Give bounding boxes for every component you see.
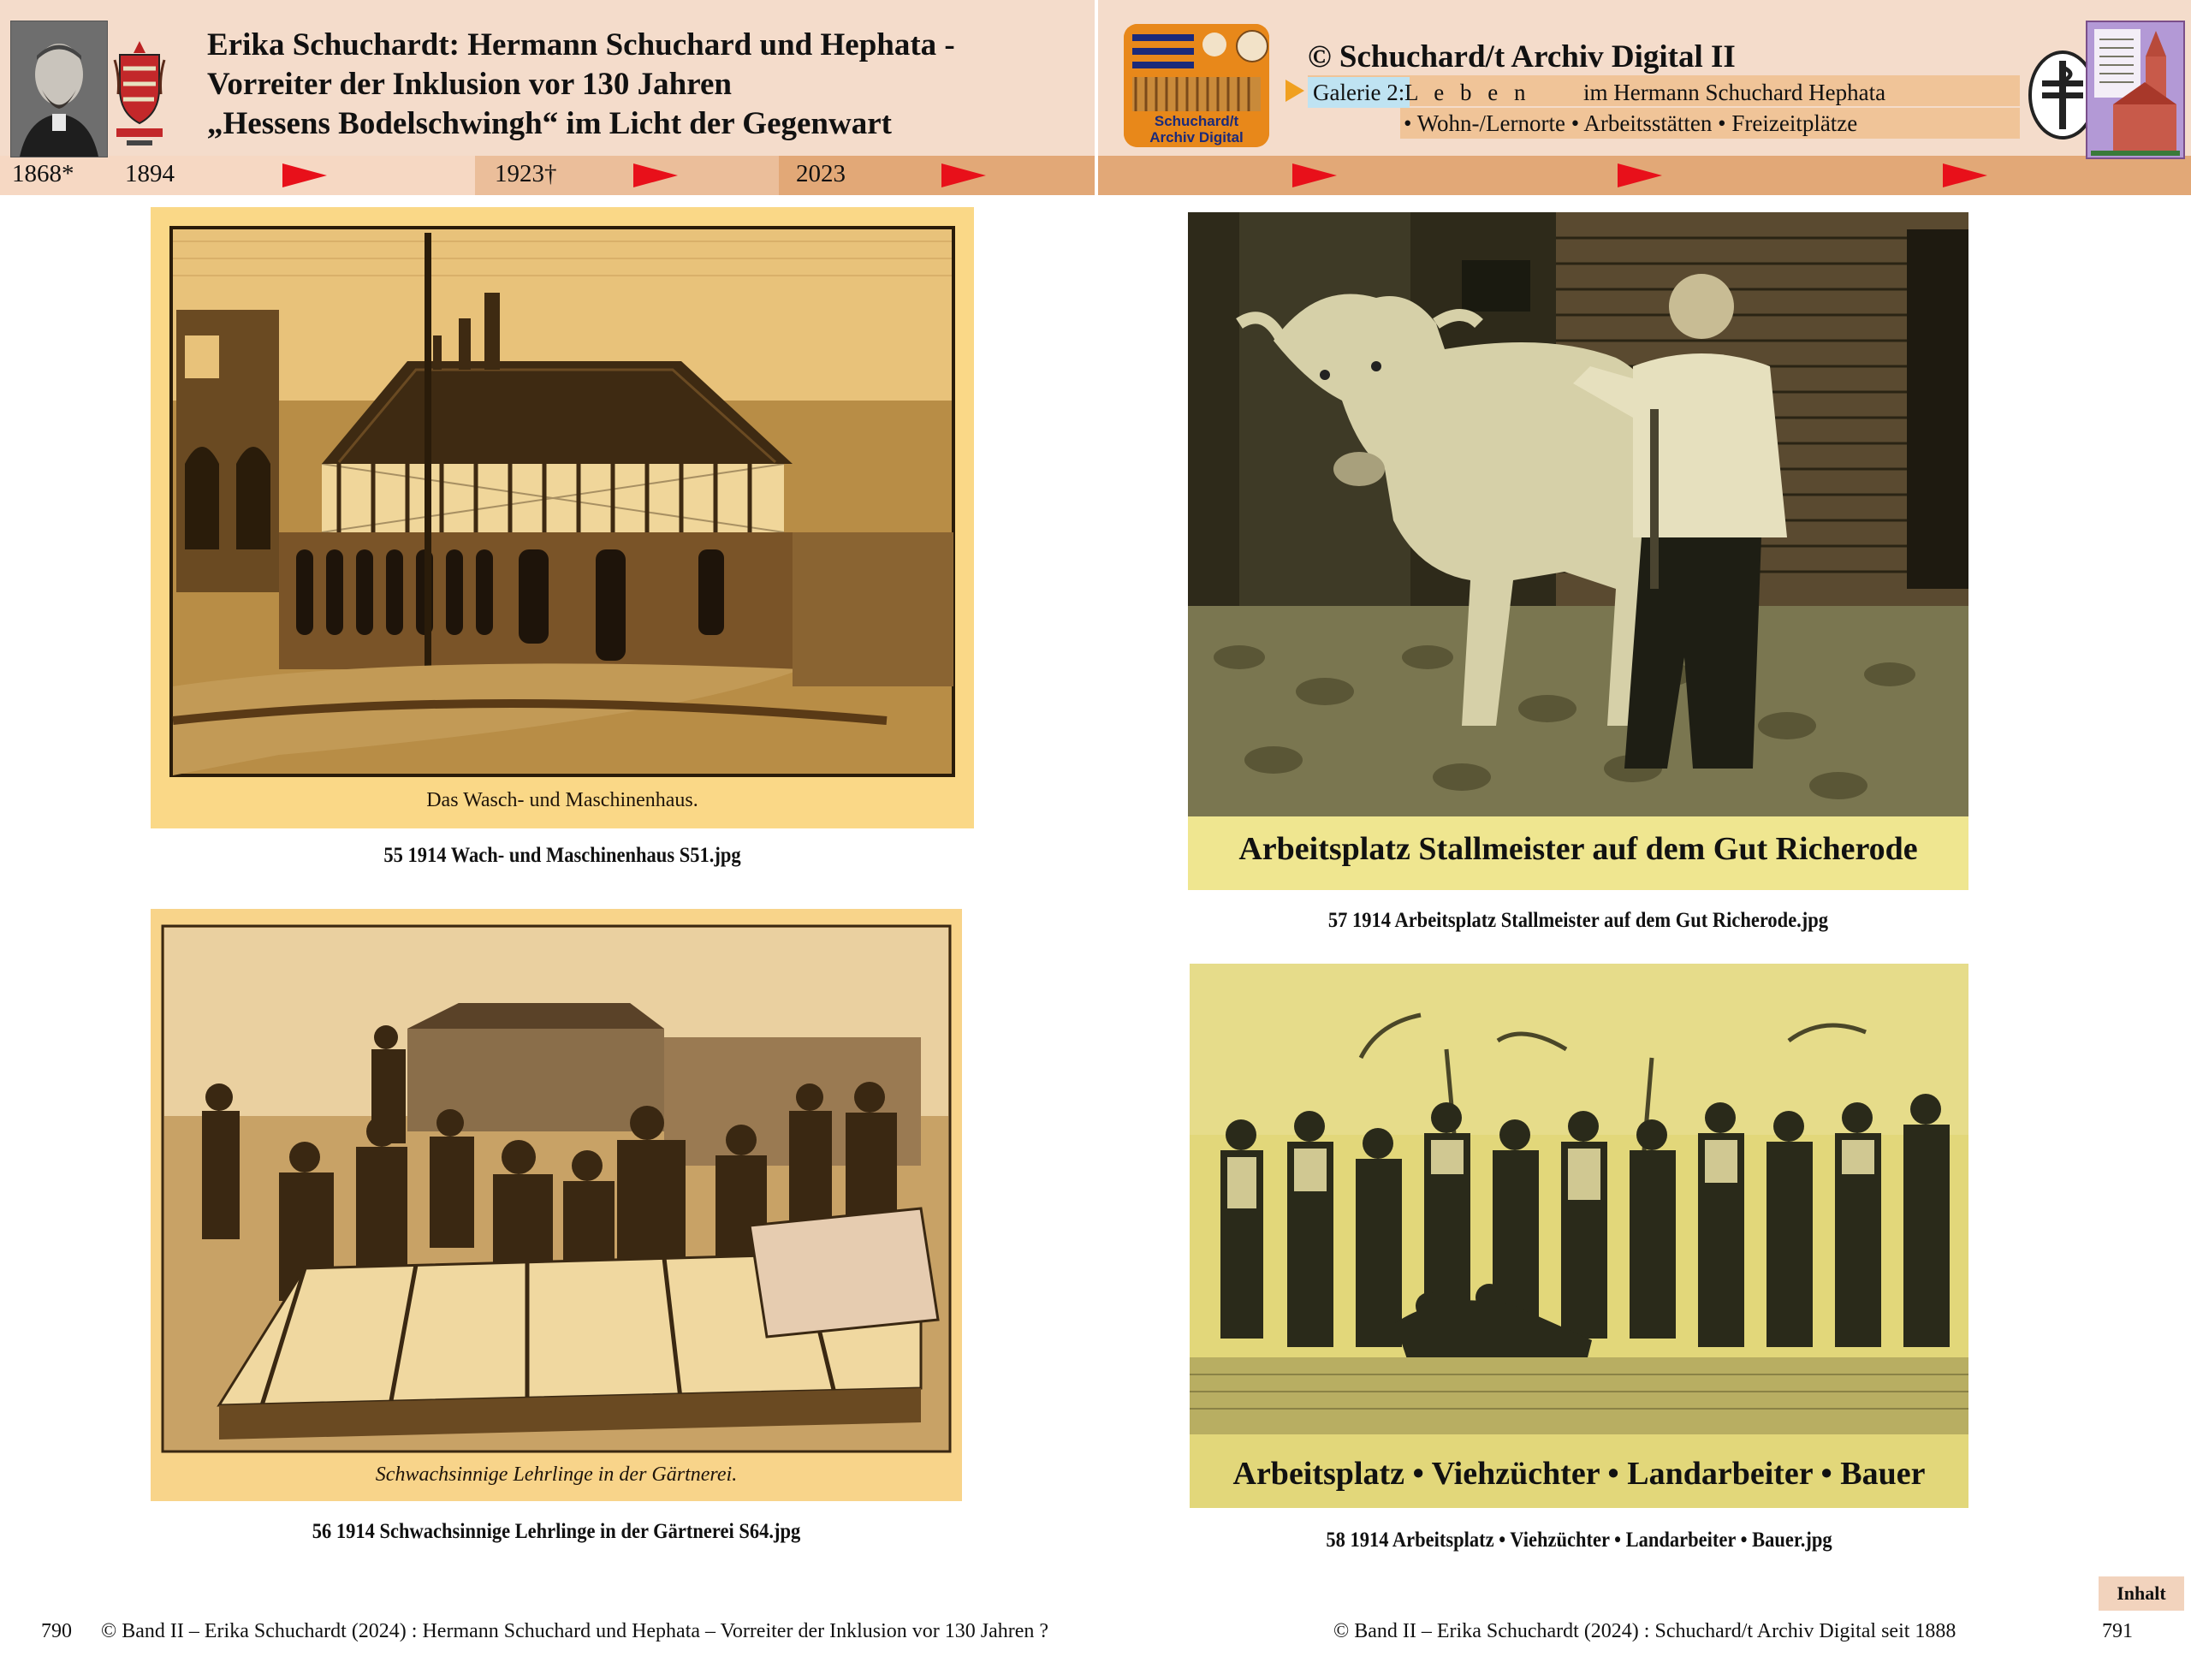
- photo-stallmeister-image: [1188, 212, 1968, 816]
- archive-logo-label: [1124, 113, 1269, 145]
- book-cover-thumbnail[interactable]: [2086, 21, 2185, 159]
- inner-caption-55: Das Wasch- und Maschinenhaus.: [426, 789, 698, 811]
- book-title-line-1: Erika Schuchardt: Hermann Schuchard und Hephata -: [207, 27, 955, 62]
- gallery-title-rest: im Hermann Schuchard Hephata: [1583, 80, 1886, 105]
- photo-landarbeiter-gruppe[interactable]: [1190, 964, 1968, 1508]
- gallery-title-leben: L e b e n: [1404, 80, 1531, 105]
- arrow-right-icon: [941, 163, 986, 187]
- arrow-right-icon: [1618, 163, 1662, 187]
- book-title-line-3: „Hessens Bodelschwingh“ im Licht der Gegenwart: [207, 106, 892, 141]
- arrow-right-icon: [282, 163, 327, 187]
- gallery-subline: • Wohn-/Lernorte • Arbeitsstätten • Freizeitplätze: [1404, 110, 1858, 136]
- archive-title: © Schuchard/t Archiv Digital II: [1308, 39, 1736, 74]
- inner-caption-56: Schwachsinnige Lehrlinge in der Gärtnerei.: [375, 1463, 738, 1486]
- page-number-right: 791: [2102, 1620, 2133, 1642]
- photo-wasch-und-maschinenhaus[interactable]: [151, 207, 974, 828]
- arrow-right-icon: [1292, 163, 1337, 187]
- book-title: [207, 26, 1080, 144]
- photo-caption-57: 57 1914 Arbeitsplatz Stallmeister auf dem Gut Richerode.jpg: [1327, 909, 1829, 932]
- page-divider: [1095, 0, 1098, 195]
- timeline-year-1894: 1894: [125, 160, 175, 187]
- arrow-right-icon: [633, 163, 678, 187]
- photo-gaertnerei-lehrlinge[interactable]: [151, 909, 962, 1501]
- banner-stallmeister-text: Arbeitsplatz Stallmeister auf dem Gut Richerode: [1238, 831, 1918, 867]
- arrow-right-icon: [1943, 163, 1987, 187]
- coat-of-arms-icon: [111, 34, 168, 154]
- banner-landarbeiter-text: Arbeitsplatz • Viehzüchter • Landarbeiter • Bauer: [1232, 1456, 1926, 1492]
- timeline-year-1923: 1923†: [495, 160, 557, 187]
- page-number-left: 790: [41, 1620, 72, 1642]
- photo-caption-56: 56 1914 Schwachsinnige Lehrlinge in der Gärtnerei S64.jpg: [312, 1520, 801, 1543]
- footer-copyright-right: © Band II – Erika Schuchardt (2024) : Schuchard/t Archiv Digital seit 1888: [1333, 1620, 1956, 1642]
- archive-logo-label-line-2: Archiv Digital: [1149, 129, 1244, 145]
- portrait-photo: [10, 21, 108, 157]
- gallery-arrow-icon: [1286, 80, 1304, 102]
- book-title-line-2: Vorreiter der Inklusion vor 130 Jahren: [207, 67, 732, 102]
- timeline-year-1868: 1868*: [12, 160, 74, 187]
- timeline-year-2023: 2023: [796, 160, 846, 187]
- archive-logo-label-line-1: Schuchard/t: [1154, 113, 1239, 129]
- photo-caption-58: 58 1914 Arbeitsplatz • Viehzüchter • Landarbeiter • Bauer.jpg: [1326, 1529, 1832, 1552]
- footer-copyright-left: © Band II – Erika Schuchardt (2024) : Hermann Schuchard und Hephata – Vorreiter der Inklusion vor 130 Jahren ?: [101, 1620, 1049, 1642]
- photo-caption-55: 55 1914 Wach- und Maschinenhaus S51.jpg: [383, 844, 741, 867]
- inhalt-button[interactable]: Inhalt: [2099, 1576, 2184, 1611]
- gallery-label[interactable]: Galerie 2:: [1308, 77, 1410, 108]
